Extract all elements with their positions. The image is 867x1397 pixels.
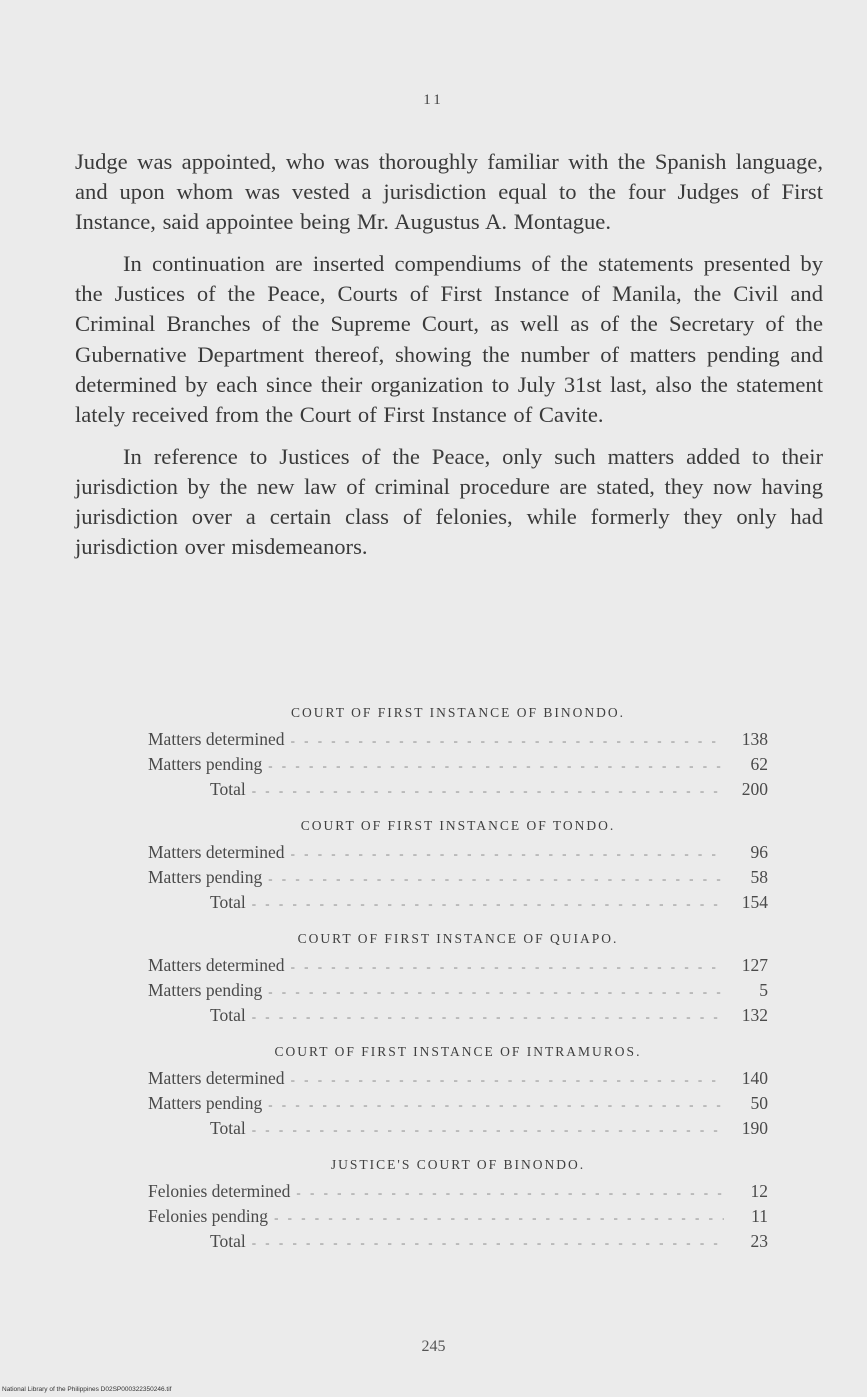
table-row	[148, 729, 768, 754]
row-value: 11	[751, 1206, 768, 1226]
dot-leader	[268, 758, 724, 774]
court-heading: JUSTICE'S COURT OF BINONDO.	[330, 1157, 586, 1172]
table-row	[148, 1206, 768, 1231]
row-value: 12	[750, 1181, 768, 1201]
row-value: 58	[750, 867, 768, 887]
row-label: Total	[210, 1005, 246, 1025]
dot-leader	[252, 783, 724, 799]
row-value: 190	[741, 1118, 768, 1138]
dot-leader	[268, 984, 724, 1000]
row-label: Total	[210, 1231, 246, 1251]
dot-leader	[291, 733, 724, 749]
table-row-total	[148, 1005, 768, 1030]
table-row-total	[148, 779, 768, 804]
row-label: Total	[210, 779, 246, 799]
row-value: 138	[741, 729, 768, 749]
row-value: 132	[741, 1005, 768, 1025]
row-value: 50	[750, 1093, 768, 1113]
dot-leader	[252, 1235, 724, 1251]
dot-leader	[252, 1122, 724, 1138]
row-value: 140	[741, 1068, 768, 1088]
dot-leader	[252, 1009, 724, 1025]
court-heading: COURT OF FIRST INSTANCE OF QUIAPO.	[297, 931, 619, 946]
row-value: 127	[741, 955, 768, 975]
table-row	[148, 1068, 768, 1093]
court-section-binondo	[148, 705, 768, 804]
row-label: Matters determined	[148, 1068, 285, 1088]
row-label: Matters determined	[148, 729, 285, 749]
row-label: Total	[210, 1118, 246, 1138]
dot-leader	[268, 1097, 724, 1113]
court-heading: COURT OF FIRST INSTANCE OF TONDO.	[300, 818, 616, 833]
table-row	[148, 955, 768, 980]
dot-leader	[296, 1185, 724, 1201]
scan-footer-id: National Library of the Philippines D02SP000322350246.tif	[2, 1386, 172, 1393]
dot-leader	[291, 846, 724, 862]
row-value: 23	[750, 1231, 768, 1251]
body-text	[75, 147, 823, 574]
court-heading: COURT OF FIRST INSTANCE OF INTRAMUROS.	[274, 1044, 642, 1059]
dot-leader	[274, 1210, 724, 1226]
table-row-total	[148, 1231, 768, 1256]
paragraph: In reference to Justices of the Peace, only such matters added to their jurisdiction by the new law of criminal procedure are stated, they now having jurisdiction over a certain class of felonies, while formerly they only had jurisdiction over misdemeanors.	[75, 443, 823, 560]
dot-leader	[291, 959, 724, 975]
table-row-total	[148, 892, 768, 917]
folio-number: 245	[421, 1338, 446, 1355]
court-section-quiapo	[148, 931, 768, 1030]
table-row-total	[148, 1118, 768, 1143]
row-label: Total	[210, 892, 246, 912]
row-label: Felonies pending	[148, 1206, 269, 1226]
row-value: 62	[750, 754, 768, 774]
court-heading: COURT OF FIRST INSTANCE OF BINONDO.	[291, 705, 625, 720]
court-section-tondo	[148, 818, 768, 917]
table-row	[148, 980, 768, 1005]
row-value: 96	[750, 842, 768, 862]
table-row	[148, 867, 768, 892]
page-number: 11	[423, 92, 444, 108]
court-statistics	[148, 705, 768, 1270]
table-row	[148, 1093, 768, 1118]
row-label: Matters pending	[148, 754, 263, 774]
table-row	[148, 1181, 768, 1206]
dot-leader	[291, 1072, 724, 1088]
table-row	[148, 754, 768, 779]
court-section-justice-binondo	[148, 1157, 768, 1256]
dot-leader	[268, 871, 724, 887]
paragraph: Judge was appointed, who was thoroughly familiar with the Spanish language, and upon whom was vested a jurisdiction equal to the four Judges of First Instance, said appointee being Mr. Augustus A. Montague.	[75, 149, 823, 235]
row-label: Matters pending	[148, 1093, 263, 1113]
paragraph: In continuation are inserted compendiums of the statements presented by the Justices of the Peace, Courts of First Instance of Manila, the Civil and Criminal Branches of the Supreme Court, as well as of the Secretary of the Gubernative Department thereof, showing the number of matters pending and determined by each since their organization to July 31st last, also the statement lately received from the Court of First Instance of Cavite.	[75, 251, 823, 427]
row-label: Matters pending	[148, 867, 263, 887]
row-label: Matters determined	[148, 842, 285, 862]
table-row	[148, 842, 768, 867]
row-value: 200	[741, 779, 768, 799]
dot-leader	[252, 896, 724, 912]
row-label: Felonies determined	[148, 1181, 291, 1201]
row-value: 5	[759, 980, 768, 1000]
row-label: Matters pending	[148, 980, 263, 1000]
row-value: 154	[741, 892, 768, 912]
row-label: Matters determined	[148, 955, 285, 975]
court-section-intramuros	[148, 1044, 768, 1143]
